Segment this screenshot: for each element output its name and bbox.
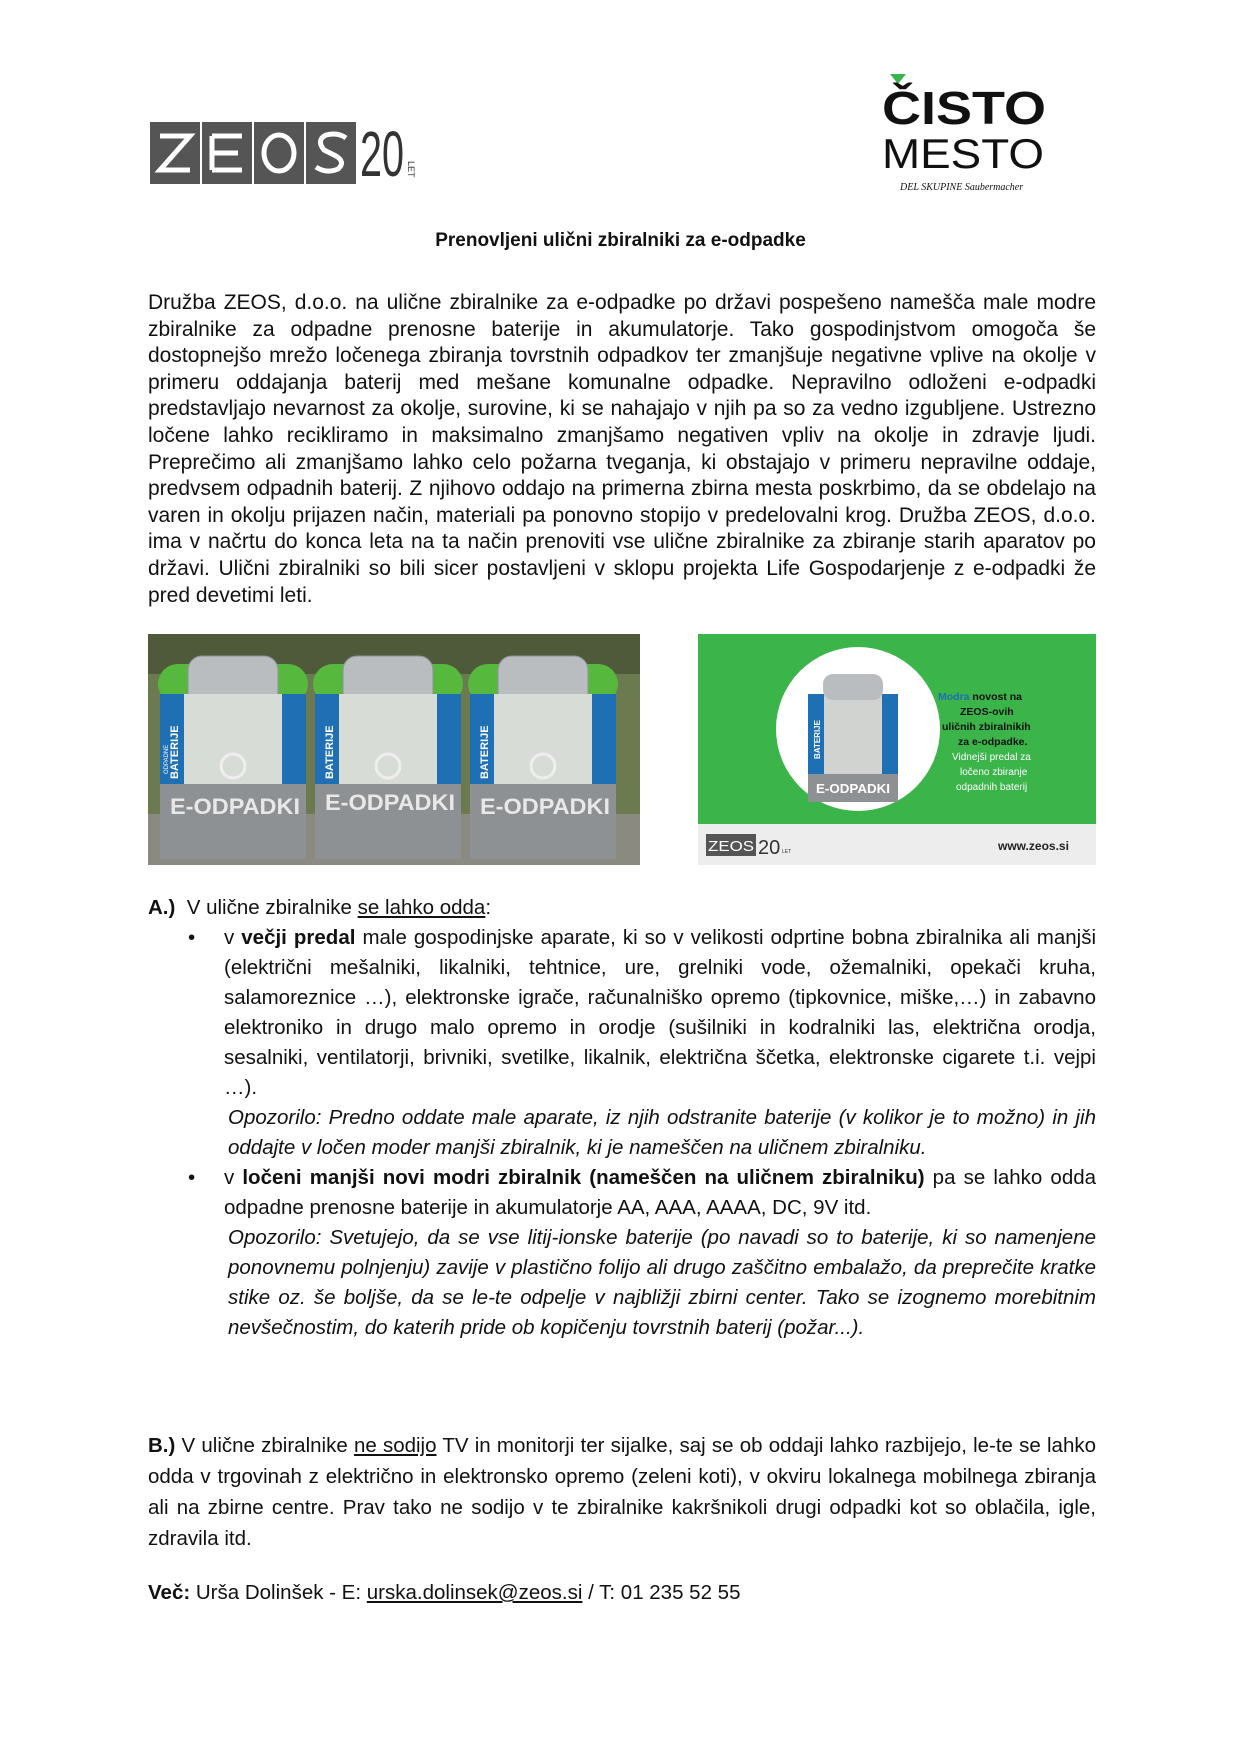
poster-side-label: BATERIJE: [813, 720, 822, 759]
section-a-heading: [148, 893, 1096, 923]
poster-logo-let: LET: [782, 849, 792, 855]
section-b-underlined: ne sodijo: [353, 1434, 437, 1457]
intro-paragraph: Družba ZEOS, d.o.o. na ulične zbiralnike za e-odpadke po državi pospešeno nameščа male modre zbiralnike za odpadne prenosne baterije in akumulatorje. Tako gospodinjstvom omogoča še dostopnejšo mrežo ločenega zbiranja tovrstnih odpadkov ter zmanjšuje negativne vplive na okolje v primeru oddajanja baterij med mešane komunalne odpadke. Nepravilno odloženi e-odpadki predstavljajo nevarnost za okolje, surovine, ki se nahajajo v njih pa so za vedno izgubljene. Ustrezno ločene lahko recikliramo in maksimalno zmanjšamo negativen vpliv na okolje in zdravje ljudi. Preprečimo ali zmanjšamo lahko celo požarna tveganja, ki obstajajo v primeru nepravilne oddaje, predvsem odpadnih baterij. Z njihovo oddajo na primerna zbirna mesta poskrbimo, da se obdelajo na varen in okolju prijazen način, materiali pa ponovno stopijo v predelovalni krog. Družba ZEOS, d.o.o. ima v načrtu do konca leta na ta način prenoviti vse ulične zbiralnike za zbiranje starih aparatov po državi. Ulični zbiralniki so bili sicer postavljeni v sklopu projekta Life Gospodarjenje z e-odpadki že pred devetimi leti.: [148, 291, 1096, 607]
item1-text: male gospodinjske aparate, ki so v velikosti odprtine bobna zbiralnika ali manjši (električni mešalniki, likalniki, tehtnice, ure, grelniki vode, ožemalniki, opekači kruha, salamoreznice …), elektronske igrače, računalniško opremo (tipkovnice, miške,…) in zabavno elektroniko in drugo malo opremo in orodje (sušilniki in kodralniki las, električna orodja, sesalniki, ventilatorji, brivniki, svetilke, likalnik, električna ščetka, elektronske cigarete t.i. vejpi …).: [224, 926, 1097, 1099]
item2-text: pa se lahko odda odpadne prenosne baterije in akumulatorje AA, AAA, AAAA, DC, 9V itd.: [224, 1166, 1097, 1219]
item1-pre: v: [224, 926, 235, 949]
bullet-icon: •: [188, 926, 196, 949]
poster-line1: novost na: [972, 691, 1023, 703]
collection-bins-photo: [148, 634, 640, 865]
item1-warning: Opozorilo: Predno oddate male aparate, iz njih odstranite baterije (v kolikor je to možno) in jih oddajte v ločen moder manjši zbiralnik, ki je nameščen na uličnem zbiralniku.: [228, 1106, 1096, 1159]
poster-line4: za e-odpadke.: [958, 736, 1028, 748]
poster-bin-label: E-ODPADKI: [816, 781, 890, 796]
contact-phone: / T: 01 235 52 55: [588, 1581, 741, 1604]
poster-logo-text: ZEOS: [708, 838, 754, 855]
zeos-logo-text: ZEOS: [150, 114, 153, 115]
svg-text:Modra novost na: [938, 691, 1022, 703]
contact-name: Urša Dolinšek - E:: [195, 1581, 362, 1604]
page-title: Prenovljeni ulični zbiralniki za e-odpadke: [435, 230, 806, 251]
zeos-logo-let: LET: [406, 161, 416, 178]
cisto-sub: DEL SKUPINE Saubermacher: [900, 182, 1024, 193]
bin-side-label-2: BATERIJE: [324, 725, 336, 779]
poster-line5: Vidnejši predal za: [952, 752, 1031, 763]
list-item: [148, 1163, 1096, 1343]
poster-logo-years: 20: [758, 837, 781, 859]
cisto-line1: ČISTO: [882, 82, 1046, 134]
bin-label-2: E-ODPADKI: [325, 790, 455, 815]
section-a-lead-end: :: [485, 896, 492, 919]
item2-bold: ločeni manjši novi modri zbiralnik (nameščen na uličnem zbiralniku): [242, 1166, 925, 1189]
bin-side-label-3: BATERIJE: [479, 725, 491, 779]
list-item: [148, 923, 1096, 1163]
cisto-line2: MESTO: [882, 130, 1044, 177]
section-a-lead-underlined: se lahko odda: [357, 896, 486, 919]
poster-line2: ZEOS-ovih: [960, 706, 1014, 718]
section-a-list: [148, 923, 1096, 1343]
item2-warning: Opozorilo: Svetujejo, da se vse litij-ionske baterije (po navadi so to baterije, ki so namenjene ponovnemu polnjenju) zavije v plastično folijo ali drugo zaščitno embalažo, da preprečite kratke stike oz. še boljše, da se le-te odpelje v najbližji zbirni center. Tako se izognemo morebitnim nevšečnostim, do katerih pride ob kopičenju tovrstnih baterij (požar...).: [228, 1226, 1096, 1339]
section-b-label: B.): [148, 1434, 176, 1457]
bin-label-3: E-ODPADKI: [480, 794, 610, 819]
section-b: [148, 1430, 1096, 1554]
poster-line7: odpadnih baterij: [956, 782, 1028, 793]
section-b-lead: V ulične zbiralnike: [181, 1434, 348, 1457]
item1-bold: večji predal: [241, 926, 356, 949]
contact-email-link[interactable]: urska.dolinsek@zeos.si: [366, 1581, 583, 1604]
bullet-icon: •: [188, 1166, 196, 1189]
bin-label-1: E-ODPADKI: [170, 794, 300, 819]
cisto-mesto-logo: [880, 72, 1050, 197]
section-a: [148, 893, 1096, 1343]
bin-side-label-1: BATERIJE: [169, 725, 181, 779]
contact-line: [148, 1581, 740, 1605]
bin-side-small: ODPADNE: [164, 744, 170, 774]
section-a-lead: V ulične zbiralnike: [186, 896, 352, 919]
poster-highlight: Modra: [938, 691, 970, 703]
section-a-label: A.): [148, 896, 176, 919]
contact-label: Več:: [148, 1581, 191, 1604]
poster-line3: uličnih zbiralnikih: [942, 721, 1031, 733]
zeos-logo-years: 20: [360, 118, 404, 190]
zeos-logo: [150, 114, 420, 192]
poster-url: www.zeos.si: [998, 839, 1069, 853]
zeos-info-poster: [698, 634, 1096, 865]
poster-line6: ločeno zbiranje: [960, 767, 1028, 778]
item2-pre: v: [224, 1166, 235, 1189]
section-b-text: TV in monitorji ter sijalke, saj se ob oddaji lahko razbijejo, le-te se lahko odda v trgovinah z električno in elektronsko opremo (zeleni koti), v okviru lokalnega mobilnega zbiranja ali na zbirne centre. Prav tako ne sodijo v te zbiralnike kakršnikoli drugi odpadki kot so oblačila, igle, zdravila itd.: [148, 1434, 1097, 1550]
